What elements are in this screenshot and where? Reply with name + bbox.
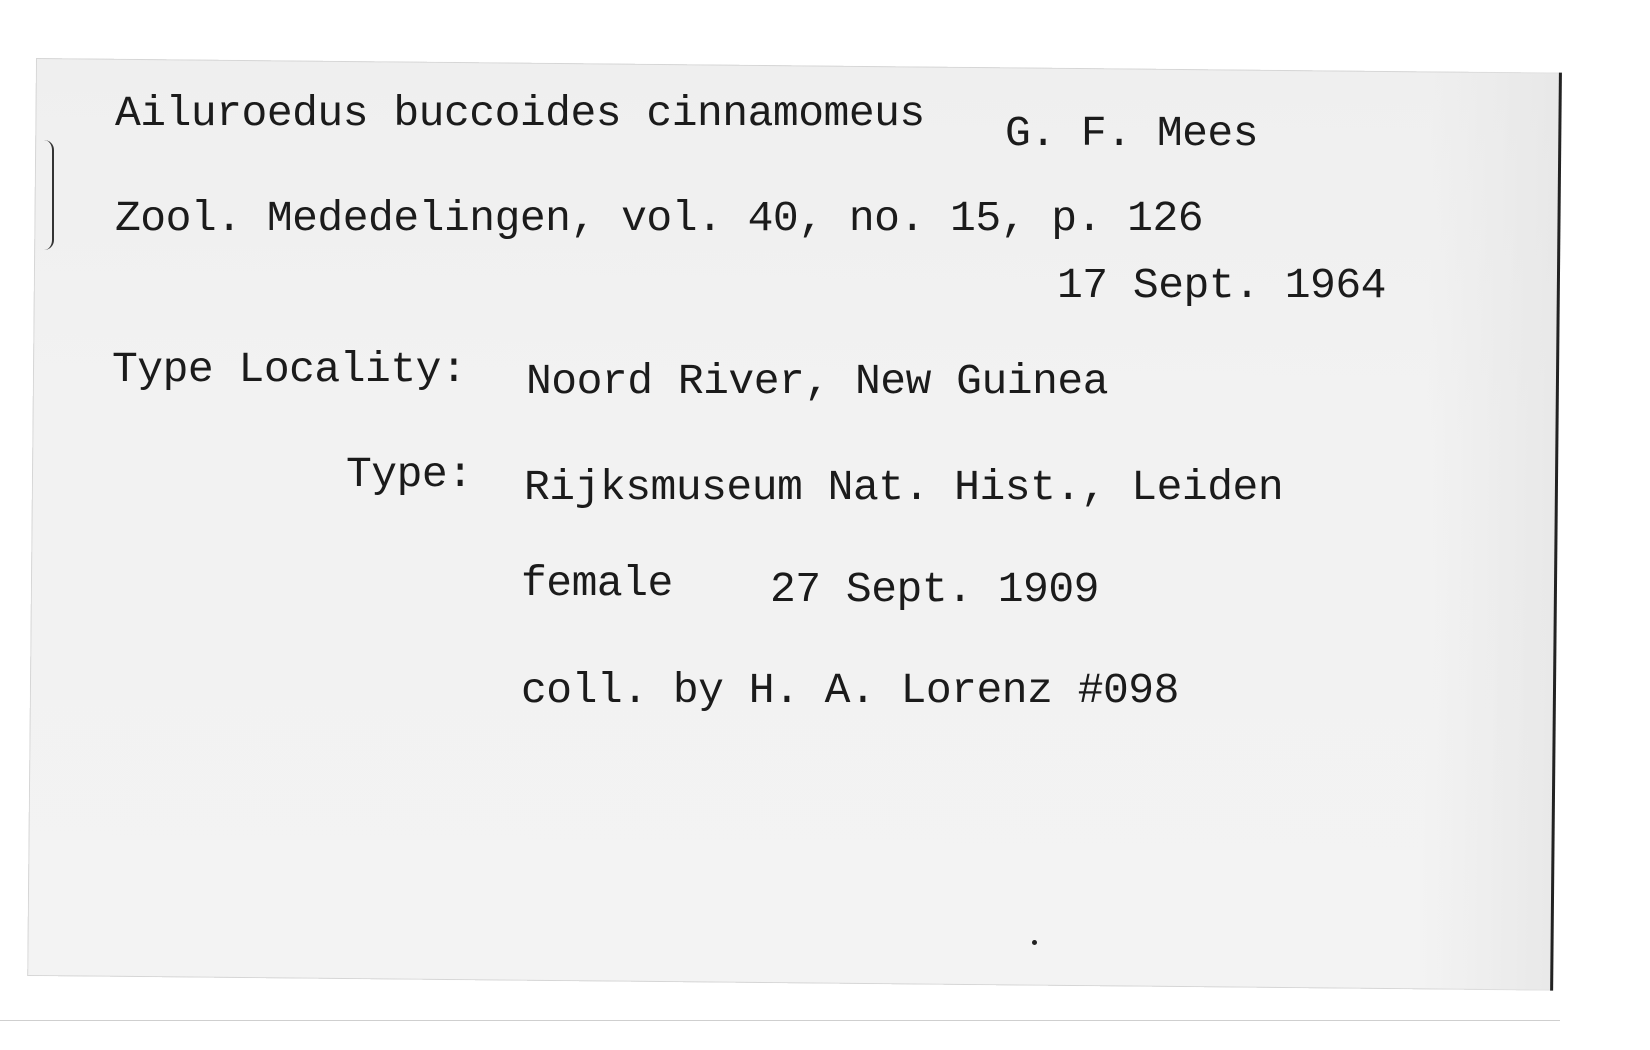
scan-border: [0, 1020, 1560, 1021]
type-locality-value: Noord River, New Guinea: [526, 357, 1108, 406]
ink-speck: [1032, 940, 1037, 945]
type-repository: Rijksmuseum Nat. Hist., Leiden: [524, 463, 1284, 512]
card-edge: [1550, 73, 1562, 991]
type-locality-label: Type Locality:: [112, 345, 467, 394]
species-name: Ailuroedus buccoides cinnamomeus: [115, 89, 925, 138]
specimen-sex: female: [521, 559, 673, 608]
collector: coll. by H. A. Lorenz #098: [521, 666, 1179, 715]
species-author: G. F. Mees: [1005, 109, 1259, 158]
type-label: Type:: [346, 450, 473, 499]
publication-citation: Zool. Mededelingen, vol. 40, no. 15, p. 126: [115, 194, 1204, 243]
collection-date: 27 Sept. 1909: [770, 565, 1099, 614]
binder-clip-mark: [44, 140, 54, 250]
publication-date: 17 Sept. 1964: [1057, 261, 1386, 310]
